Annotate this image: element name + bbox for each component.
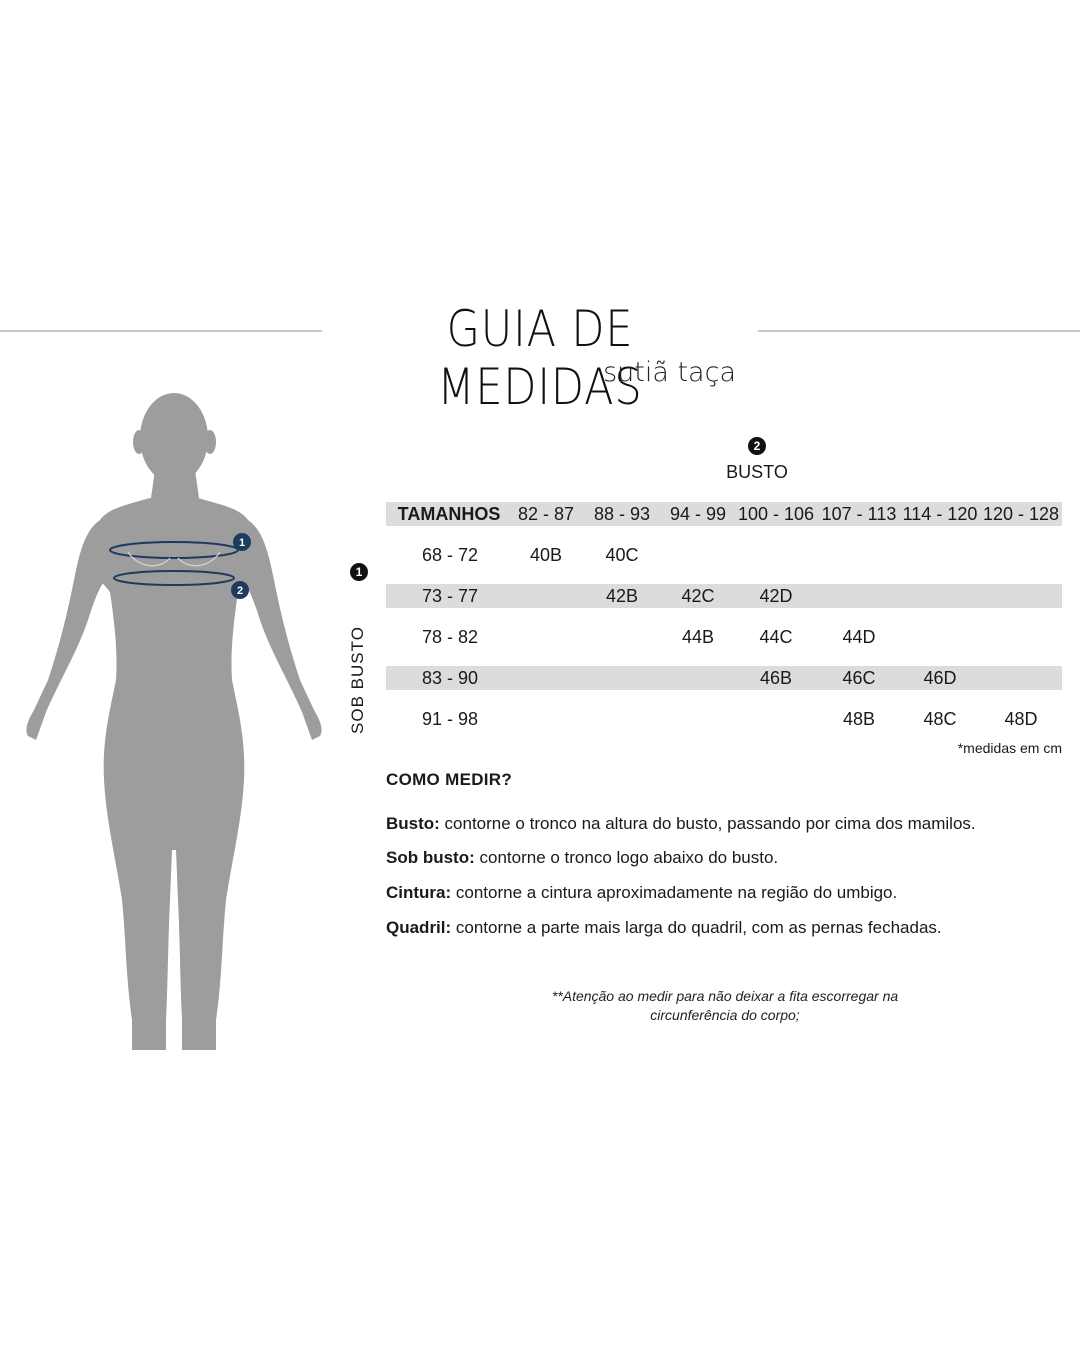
instruction-text: contorne a cintura aproximadamente na região do umbigo. [451,883,898,902]
size-cell: 44C [759,627,793,647]
busto-label: BUSTO [726,462,788,482]
how-to-measure-title: COMO MEDIR? [386,770,513,789]
ear-left [133,430,145,454]
footnote-line-2: circunferência do corpo; [650,1007,800,1023]
size-cell [586,666,658,690]
column-header: 82 - 87 [517,504,575,524]
size-cell [662,666,734,690]
header-tamanhos: TAMANHOS [397,504,501,524]
size-cell: 42B [605,586,639,606]
measurement-unit-note: *medidas em cm [957,740,1062,756]
row-label: 68 - 72 [421,545,479,565]
size-cell [982,584,1060,608]
column-header: 94 - 99 [669,504,727,524]
table-row [386,707,1062,731]
size-cell [510,625,582,649]
size-cell: 46C [842,668,876,688]
row-label: 83 - 90 [421,668,479,688]
size-cell [510,584,582,608]
footnote-line-1: **Atenção ao medir para não deixar a fita escorregar na [551,988,899,1004]
size-cell: 48D [1004,709,1038,729]
size-cell [736,543,816,567]
page-subtitle: sutiã taça [603,357,736,388]
table-row [386,666,1062,690]
column-header: 107 - 113 [821,504,897,524]
arm-left [26,518,110,740]
size-cell [586,625,658,649]
size-cell [901,543,979,567]
size-cell [982,666,1060,690]
header-rule-right [758,330,1080,332]
table-header-row [386,502,1062,526]
sob-busto-label: SOB BUSTO [348,626,367,734]
instruction-sob-busto [386,848,778,868]
size-cell: 40B [529,545,563,565]
instruction-term: Cintura: [386,883,452,902]
head-shape [140,393,208,483]
instruction-term: Busto: [386,814,440,833]
size-cell: 46B [759,668,793,688]
size-cell: 48B [842,709,876,729]
size-cell: 44D [842,627,876,647]
footnote [480,987,970,1025]
busto-number-badge: 2 [748,437,766,455]
table-row [386,584,1062,608]
row-label: 73 - 77 [421,586,479,606]
arm-right [238,518,322,740]
column-header: 88 - 93 [593,504,651,524]
instruction-text: contorne a parte mais larga do quadril, com as pernas fechadas. [451,918,942,937]
ear-right [204,430,216,454]
size-cell [982,625,1060,649]
marker-1-text: 1 [238,537,246,549]
column-header: 120 - 128 [982,504,1060,524]
size-table [386,502,1062,748]
instruction-text: contorne o tronco logo abaixo do busto. [474,848,779,867]
instruction-text: contorne o tronco na altura do busto, passando por cima dos mamilos. [439,814,976,833]
column-header: 114 - 120 [902,504,978,524]
sob-busto-number-badge: 1 [350,563,368,581]
body-silhouette [0,380,350,1060]
table-row [386,625,1062,649]
row-label: 78 - 82 [421,627,479,647]
page-title: GUIA DE MEDIDAS [437,300,643,416]
instruction-quadril [386,918,942,938]
header-rule-left [0,330,322,332]
sob-busto-axis [348,560,370,734]
size-cell [662,707,734,731]
instruction-term: Quadril: [386,918,452,937]
size-cell [819,584,899,608]
size-cell [510,707,582,731]
column-header: 100 - 106 [737,504,815,524]
size-cell: 48C [923,709,957,729]
row-label: 91 - 98 [421,709,479,729]
size-cell [662,543,734,567]
size-cell [586,707,658,731]
instruction-busto [386,814,976,834]
size-cell [819,543,899,567]
size-cell: 42D [759,586,793,606]
table-row [386,543,1062,567]
size-cell: 44B [681,627,715,647]
instruction-cintura [386,883,897,903]
size-cell [510,666,582,690]
size-cell [901,584,979,608]
marker-2-text: 2 [236,585,244,597]
size-cell [982,543,1060,567]
size-cell [736,707,816,731]
size-cell [901,625,979,649]
size-cell: 42C [681,586,715,606]
instruction-term: Sob busto: [386,848,475,867]
size-cell: 40C [605,545,639,565]
size-cell: 46D [923,668,957,688]
